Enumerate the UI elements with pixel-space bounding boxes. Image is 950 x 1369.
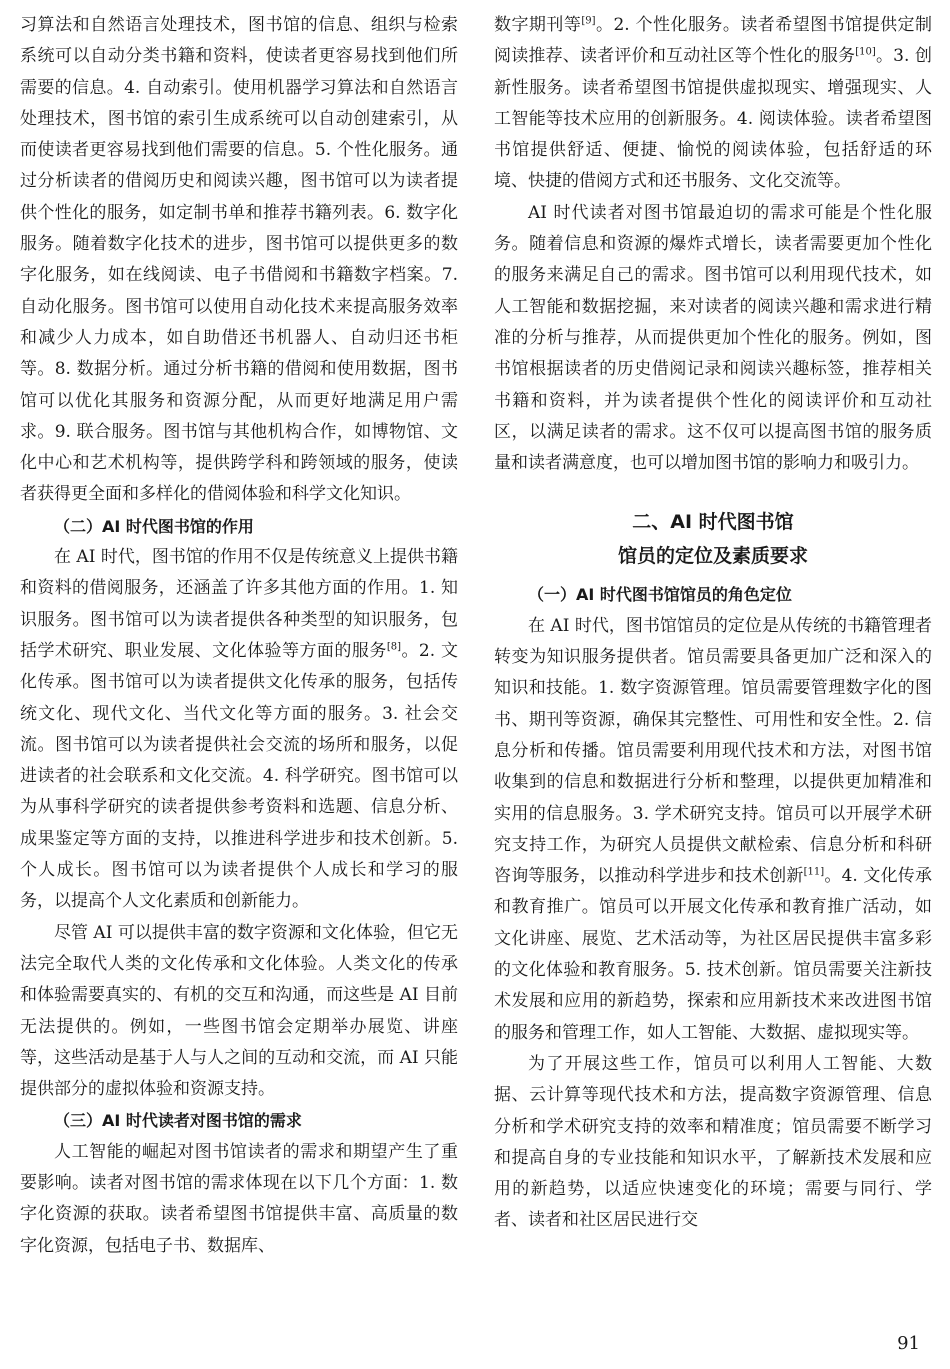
section-heading-line-2: 馆员的定位及素质要求 (617, 545, 808, 568)
left-column (20, 10, 458, 1262)
text-segment: 数字期刊等 (494, 15, 582, 35)
paragraph (20, 542, 458, 918)
citation-ref-10[interactable]: [10] (855, 46, 876, 58)
section-heading-line-1: 二、AI 时代图书馆 (632, 511, 794, 534)
citation-ref-11[interactable]: [11] (803, 866, 825, 878)
paragraph: 习算法和自然语言处理技术，图书馆的信息、组织与检索系统可以自动分类书籍和资料，使读者更容易找到他们所需要的信息。4. 自动索引。使用机器学习算法和自然语言处理技术，图书馆的索引生成系统可以自动创建索引，从而使读者更容易找到他们需要的信息。5. 个性化服务。通过分析读者的借阅历史和阅读兴趣，图书馆可以为读者提供个性化的服务，如定制书单和推荐书籍列表。6. 数字化服务。随着数字化技术的进步，图书馆可以提供更多的数字化服务，如在线阅读、电子书借阅和书籍数字档案。7. 自动化服务。图书馆可以使用自动化技术来提高服务效率和减少人力成本，如自助借还书机器人、自动归还书柜等。8. 数据分析。通过分析书籍的借阅和使用数据，图书馆可以优化其服务和资源分配，从而更好地满足用户需求。9. 联合服务。图书馆与其他机构合作，如博物馆、文化中心和艺术机构等，提供跨学科和跨领域的服务，使读者获得更全面和多样化的借阅体验和科学文化知识。 (20, 15, 458, 505)
subsection-heading-needs: （三）AI 时代读者对图书馆的需求 (54, 1111, 302, 1131)
right-column (494, 10, 932, 1237)
paragraph: AI 时代读者对图书馆最迫切的需求可能是个性化服务。随着信息和资源的爆炸式增长，读者需要更加个性化的服务来满足自己的需求。图书馆可以利用现代技术，如人工智能和数据挖掘，来对读者的阅读兴趣和需求进行精准的分析与推荐，从而提供更加个性化的服务。例如，图书馆根据读者的历史借阅记录和阅读兴趣标签，推荐相关书籍和资料，并为读者提供个性化的阅读评价和互动社区，以满足读者的需求。这不仅可以提高图书馆的服务质量和读者满意度，也可以增加图书馆的影响力和吸引力。 (494, 202, 932, 474)
citation-ref-8[interactable]: [8] (386, 641, 401, 653)
section-heading (494, 505, 932, 573)
text-segment: 。3. 创新性服务。读者希望图书馆提供虚拟现实、增强现实、人工智能等技术应用的创新服务。4. 阅读体验。读者希望图书馆提供舒适、便捷、愉悦的阅读体验，包括舒适的环境、快捷的借阅方式和还书服务、文化交流等。 (494, 46, 933, 192)
text-segment: 。4. 文化传承和教育推广。馆员可以开展文化传承和教育推广活动，如文化讲座、展览、艺术活动等，为社区居民提供丰富多彩的文化体验和教育服务。5. 技术创新。馆员需要关注新技术发展和应用的新趋势，探索和应用新技术来改进图书馆的服务和管理工作，如人工智能、大数据、虚拟现实等。 (494, 866, 933, 1043)
paragraph: 人工智能的崛起对图书馆读者的需求和期望产生了重要影响。读者对图书馆的需求体现在以下几个方面：1. 数字化资源的获取。读者希望图书馆提供丰富、高质量的数字化资源，包括电子书、数据库、 (20, 1141, 458, 1256)
text-segment: 。2. 文化传承。图书馆可以为读者提供文化传承的服务，包括传统文化、现代文化、当代文化等方面的服务。3. 社会交流。图书馆可以为读者提供社会交流的场所和服务，以促进读者的社会联系和文化交流。4. 科学研究。图书馆可以为从事科学研究的读者提供参考资料和选题、信息分析、成果鉴定等方面的支持，以推进科学进步和技术创新。5. 个人成长。图书馆可以为读者提供个人成长和学习的服务，以提高个人文化素质和创新能力。 (20, 640, 459, 912)
text-segment: 。2. 个性化服务。读者希望图书馆提供定制阅读推荐、读者评价和互动社区等个性化的服务 (494, 15, 933, 67)
paragraph: 为了开展这些工作，馆员可以利用人工智能、大数据、云计算等现代技术和方法，提高数字资源管理、信息分析和学术研究支持的效率和精准度；馆员需要不断学习和提高自身的专业技能和知识水平，了解新技术发展和应用的新趋势，以适应快速变化的环境；需要与同行、学者、读者和社区居民进行交 (494, 1053, 932, 1231)
citation-ref-9[interactable]: [9] (581, 15, 596, 27)
paragraph (494, 10, 932, 198)
page-number: 91 (897, 1333, 920, 1354)
subsection-heading-librarian-role: （一）AI 时代图书馆馆员的角色定位 (528, 585, 792, 605)
text-segment: 在 AI 时代，图书馆馆员的定位是从传统的书籍管理者转变为知识服务提供者。馆员需要具备更加广泛和深入的知识和技能。1. 数字资源管理。馆员需要管理数字化的图书、期刊等资源，确保其完整性、可用性和安全性。2. 信息分析和传播。馆员需要利用现代技术和方法，对图书馆收集到的信息和数据进行分析和整理，以提供更加精准和实用的信息服务。3. 学术研究支持。馆员可以开展学术研究支持工作，为研究人员提供文献检索、信息分析和科研咨询等服务，以推动科学进步和技术创新 (494, 615, 932, 887)
paragraph: 尽管 AI 可以提供丰富的数字资源和文化体验，但它无法完全取代人类的文化传承和文化体验。人类文化的传承和体验需要真实的、有机的交互和沟通，而这些是 AI 目前无法提供的。例如，一些图书馆会定期举办展览、讲座等，这些活动是基于人与人之间的互动和交流，而 AI 只能提供部分的虚拟体验和资源支持。 (20, 922, 458, 1100)
text-segment: 在 AI 时代，图书馆的作用不仅是传统意义上提供书籍和资料的借阅服务，还涵盖了许多其他方面的作用。1. 知识服务。图书馆可以为读者提供各种类型的知识服务，包括学术研究、职业发展、文化体验等方面的服务 (20, 547, 458, 661)
paragraph (494, 611, 932, 1049)
subsection-heading-role: （二）AI 时代图书馆的作用 (54, 516, 254, 536)
